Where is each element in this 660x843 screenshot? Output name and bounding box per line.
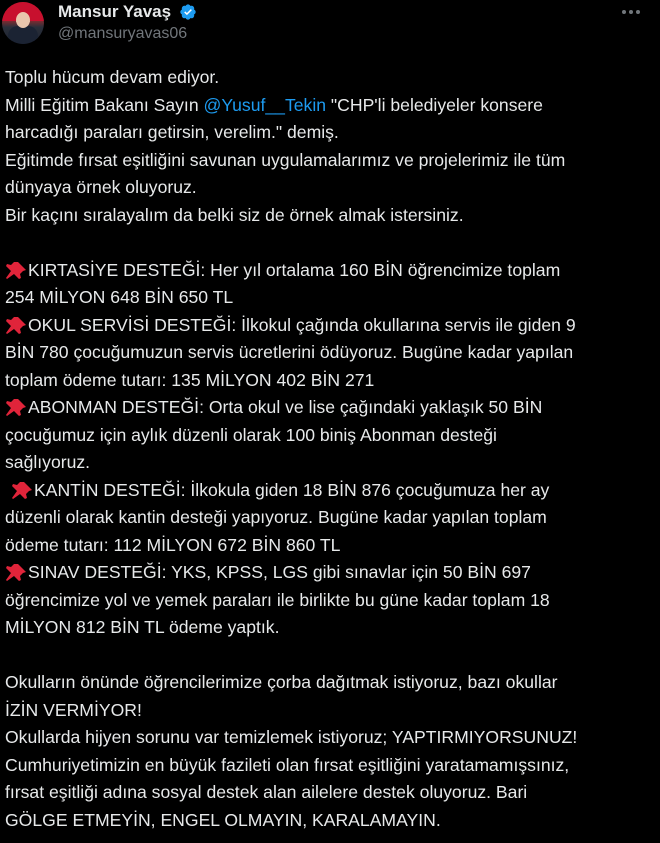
tweet-line: harcadığı paraları getirsin, verelim." demiş. bbox=[5, 122, 339, 142]
tweet-line: Okullarda hijyen sorunu var temizlemek istiyoruz; YAPTIRMIYORSUNUZ! bbox=[5, 727, 578, 747]
tweet-line: KIRTASİYE DESTEĞİ: Her yıl ortalama 160 BİN öğrencimize toplam bbox=[5, 257, 657, 285]
pushpin-icon bbox=[5, 316, 27, 334]
avatar[interactable] bbox=[2, 2, 44, 44]
tweet-line: SINAV DESTEĞİ: YKS, KPSS, LGS gibi sınavlar için 50 BİN 697 bbox=[5, 559, 657, 587]
tweet-line: çocuğumuz için aylık düzenli olarak 100 biniş Abonman desteği bbox=[5, 424, 497, 445]
tweet-line: Okulların önünde öğrencilerimize çorba dağıtmak istiyoruz, bazı okullar bbox=[5, 672, 558, 692]
mention-link[interactable]: @Yusuf__Tekin bbox=[203, 94, 327, 115]
tweet-line: KANTİN DESTEĞİ: İlkokula giden 18 BİN 876 çocuğumuza her ay bbox=[5, 477, 657, 505]
tweet-line: dünyaya örnek oluyoruz. bbox=[5, 177, 197, 197]
tweet-line: İZİN VERMİYOR! bbox=[5, 699, 142, 720]
tweet-line: BİN 780 çocuğumuzun servis ücretlerini ödüyoruz. Bugüne kadar yapılan bbox=[5, 342, 574, 362]
tweet-line: ödeme tutarı: 112 MİLYON 672 BİN 860 TL bbox=[5, 534, 341, 555]
tweet-line: fırsat eşitliği adına sosyal destek alan ailelere destek oluyoruz. Bari bbox=[5, 782, 528, 802]
tweet-line: ABONMAN DESTEĞİ: Orta okul ve lise çağındaki yaklaşık 50 BİN bbox=[5, 394, 657, 422]
author-name[interactable]: Mansur Yavaş bbox=[58, 2, 172, 21]
tweet-text bbox=[5, 64, 657, 834]
tweet-line: Milli Eğitim Bakanı Sayın @Yusuf__Tekin "CHP'li belediyeler konsere bbox=[5, 94, 543, 115]
tweet-line: sağlıyoruz. bbox=[5, 452, 91, 472]
tweet-header bbox=[0, 0, 660, 52]
blank-line bbox=[5, 642, 657, 670]
tweet-line: GÖLGE ETMEYİN, ENGEL OLMAYIN, KARALAMAYIN. bbox=[5, 809, 441, 830]
blank-line bbox=[5, 229, 657, 257]
author-handle[interactable]: @mansuryavas06 bbox=[58, 25, 188, 42]
tweet-line: Eğitimde fırsat eşitliğini savunan uygulamalarımız ve projelerimiz ile tüm bbox=[5, 149, 566, 170]
tweet-line: Toplu hücum devam ediyor. bbox=[5, 67, 220, 87]
tweet-line: Cumhuriyetimizin en büyük fazileti olan fırsat eşitliğini yaratamamışsınız, bbox=[5, 754, 570, 775]
pushpin-icon bbox=[5, 261, 27, 279]
tweet-line: öğrencimize yol ve yemek paraları ile birlikte bu güne kadar toplam 18 bbox=[5, 589, 550, 610]
pushpin-icon bbox=[5, 398, 27, 416]
verified-badge-icon bbox=[179, 3, 197, 21]
pushpin-icon bbox=[11, 481, 33, 499]
tweet-line: OKUL SERVİSİ DESTEĞİ: İlkokul çağında okullarına servis ile giden 9 bbox=[5, 312, 657, 340]
tweet-line: Bir kaçını sıralayalım da belki siz de örnek almak istersiniz. bbox=[5, 204, 464, 225]
tweet-line: 254 MİLYON 648 BİN 650 TL bbox=[5, 287, 234, 307]
more-options-icon[interactable] bbox=[620, 6, 642, 18]
tweet-line: düzenli olarak kantin desteği yapıyoruz. Bugüne kadar yapılan toplam bbox=[5, 507, 547, 527]
tweet-line: MİLYON 812 BİN TL ödeme yaptık. bbox=[5, 617, 280, 637]
pushpin-icon bbox=[5, 563, 27, 581]
tweet-line: toplam ödeme tutarı: 135 MİLYON 402 BİN 271 bbox=[5, 369, 375, 390]
